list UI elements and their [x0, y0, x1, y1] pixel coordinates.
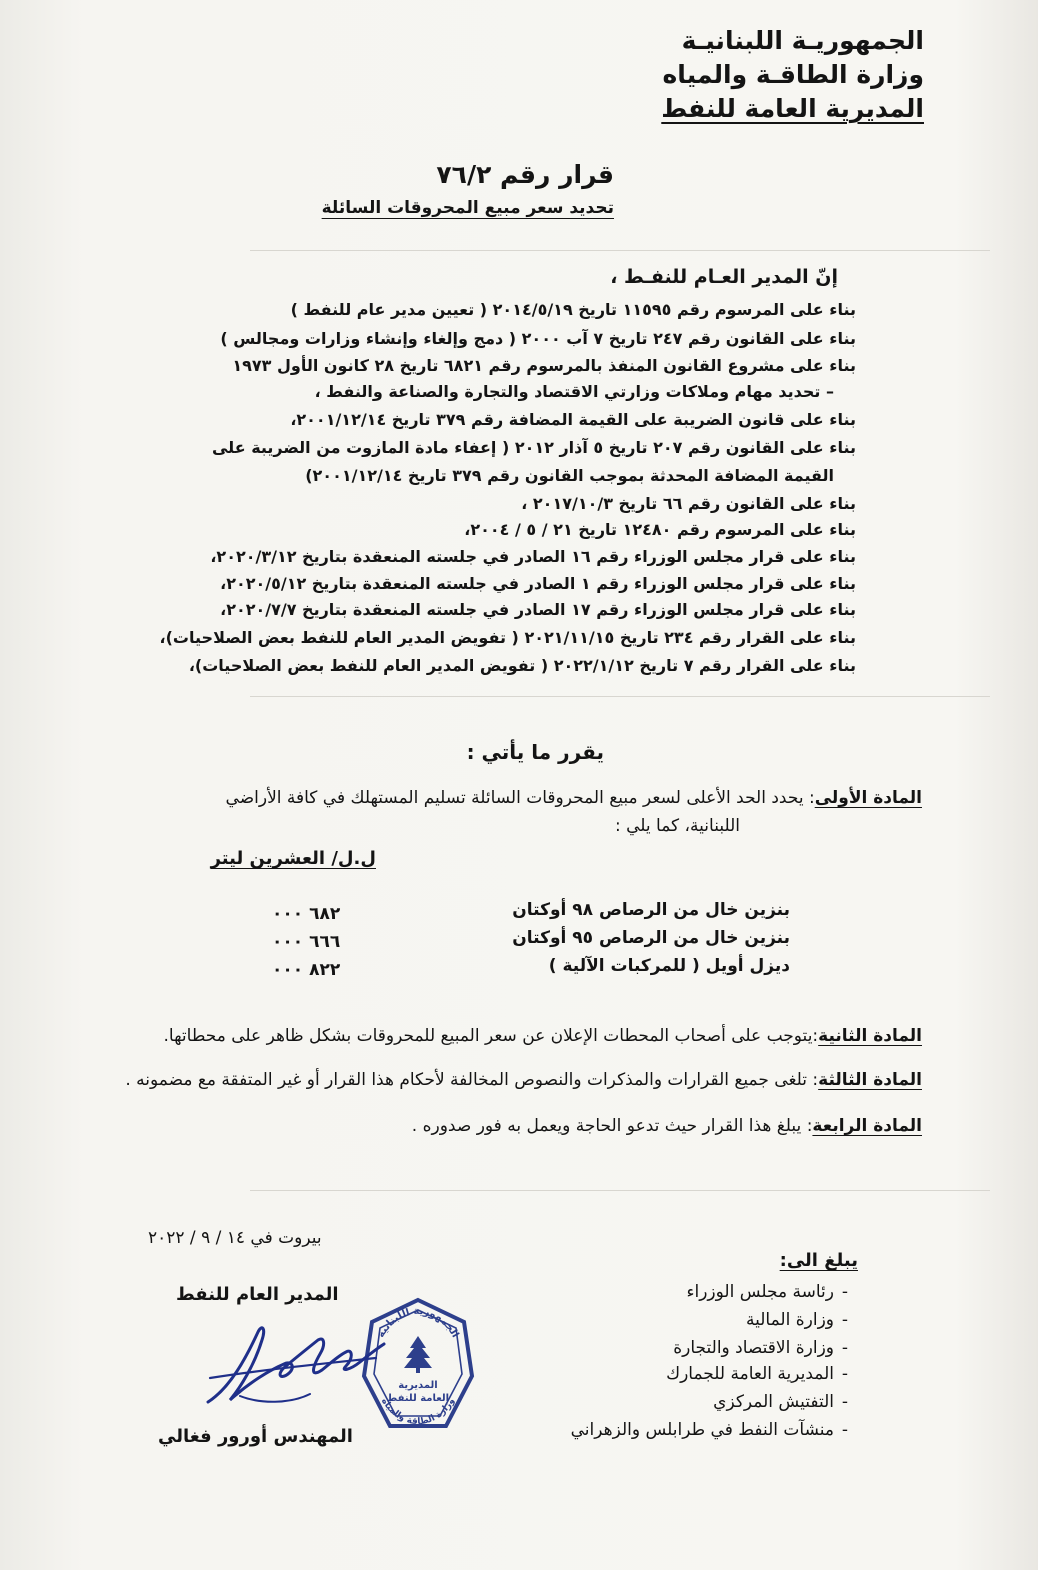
fuel-name: بنزين خال من الرصاص ٩٥ أوكتان [512, 928, 790, 948]
article-4-label: المادة الرابعة [812, 1116, 922, 1136]
svg-text:الجمهورية اللبنانية: الجمهورية اللبنانية [375, 1305, 461, 1340]
svg-text:المديرية: المديرية [398, 1380, 438, 1391]
article-3 [125, 1070, 922, 1090]
signatory-title: المدير العام للنفط [176, 1284, 339, 1305]
distribution-item: -منشآت النفط في طرابلس والزهراني [570, 1420, 849, 1440]
preamble-line: بناء على مشروع القانون المنفذ بالمرسوم رقم ٦٨٢١ تاريخ ٢٨ كانون الأول ١٩٧٣ [232, 356, 856, 375]
faint-rule [250, 696, 990, 697]
decision-subject: تحديد سعر مبيع المحروقات السائلة [321, 198, 614, 218]
signatory-name: المهندس أورور فغالي [158, 1426, 353, 1447]
article-1-text: : يحدد الحد الأعلى لسعر مبيع المحروقات السائلة تسليم المستهلك في كافة الأراضي [225, 788, 815, 808]
article-3-label: المادة الثالثة [818, 1070, 922, 1090]
distribution-item: -وزارة المالية [746, 1310, 849, 1330]
price-unit: ل.ل/ العشرين ليتر [210, 848, 376, 869]
issue-date: بيروت في ١٤ / ٩ / ٢٠٢٢ [148, 1228, 322, 1248]
article-4-text: : يبلغ هذا القرار حيث تدعو الحاجة ويعمل به فور صدوره . [411, 1116, 813, 1136]
faint-rule [250, 250, 990, 251]
preamble-line: القيمة المضافة المحدثة بموجب القانون رقم ٣٧٩ تاريخ ٢٠٠١/١٢/١٤) [305, 466, 834, 485]
fuel-price: ٦٨٢ ٠٠٠ [272, 904, 341, 924]
article-2-text: :يتوجب على أصحاب المحطات الإعلان عن سعر المبيع للمحروقات بشكل ظاهر على محطاتها. [163, 1026, 819, 1046]
preamble-line: بناء على القانون رقم ٢٤٧ تاريخ ٧ آب ٢٠٠٠ ( دمج وإلغاء وإنشاء وزارات ومجالس ) [220, 329, 856, 348]
decision-number: قرار رقم ٧٦/٢ [436, 160, 614, 189]
distribution-heading: يبلغ الى: [779, 1250, 858, 1271]
preamble-heading: إنّ المدير العـام للنفـط ، [610, 266, 838, 288]
decides-heading: يقرر ما يأتي : [466, 740, 604, 764]
distribution-item: -المديرية العامة للجمارك [666, 1364, 849, 1384]
handwritten-signature [200, 1318, 390, 1414]
distribution-item: -وزارة الاقتصاد والتجارة [673, 1338, 849, 1358]
preamble-line: بناء على القانون رقم ٦٦ تاريخ ٢٠١٧/١٠/٣ ، [521, 494, 856, 513]
preamble-line: بناء على القرار رقم ٢٣٤ تاريخ ٢٠٢١/١١/١٥ ( تفويض المدير العام للنفط بعض الصلاحيات)، [159, 628, 856, 647]
letterhead-ministry: وزارة الطاقـة والمياه [662, 60, 924, 89]
letterhead-directorate: المديرية العامة للنفط [661, 94, 924, 123]
article-2 [163, 1026, 922, 1046]
article-2-label: المادة الثانية [818, 1026, 922, 1046]
preamble-line: بناء على قانون الضريبة على القيمة المضافة رقم ٣٧٩ تاريخ ٢٠٠١/١٢/١٤، [290, 410, 856, 429]
article-1 [226, 788, 922, 808]
preamble-line: – تحديد مهام وملاكات وزارتي الاقتصاد والتجارة والصناعة والنفط ، [314, 382, 834, 401]
preamble-line: بناء على القانون رقم ٢٠٧ تاريخ ٥ آذار ٢٠١٢ ( إعفاء مادة المازوت من الضريبة على [211, 438, 856, 457]
preamble-line: بناء على المرسوم رقم ١١٥٩٥ تاريخ ٢٠١٤/٥/١٩ ( تعيين مدير عام للنفط ) [290, 300, 856, 319]
distribution-item: -رئاسة مجلس الوزراء [686, 1282, 849, 1302]
article-1-continuation: اللبنانية، كما يلي : [614, 816, 740, 836]
preamble-line: بناء على قرار مجلس الوزراء رقم ١ الصادر في جلسته المنعقدة بتاريخ ٢٠٢٠/٥/١٢، [220, 574, 856, 593]
fuel-price: ٨٢٢ ٠٠٠ [272, 960, 341, 980]
fuel-price: ٦٦٦ ٠٠٠ [272, 932, 341, 952]
distribution-item: -التفتيش المركزي [713, 1392, 849, 1412]
letterhead [661, 24, 924, 126]
preamble-line: بناء على القرار رقم ٧ تاريخ ٢٠٢٢/١/١٢ ( تفويض المدير العام للنفط بعض الصلاحيات)، [188, 656, 856, 675]
article-1-label: المادة الأولى [814, 788, 922, 808]
svg-text:وزارة الطاقة والمياه: وزارة الطاقة والمياه [378, 1396, 458, 1428]
article-3-text: : تلغى جميع القرارات والمذكرات والنصوص المخالفة لأحكام هذا القرار أو غير المتفقة مع مضمونه . [125, 1070, 819, 1090]
letterhead-republic: الجمهوريـة اللبنانيـة [681, 26, 924, 55]
faint-rule [250, 1190, 990, 1191]
article-4 [412, 1116, 922, 1136]
fuel-name: بنزين خال من الرصاص ٩٨ أوكتان [512, 900, 790, 920]
cedar-icon [404, 1336, 432, 1368]
preamble-line: بناء على قرار مجلس الوزراء رقم ١٧ الصادر في جلسته المنعقدة بتاريخ ٢٠٢٠/٧/٧، [220, 600, 856, 619]
preamble-line: بناء على المرسوم رقم ١٢٤٨٠ تاريخ ٢١ / ٥ / ٢٠٠٤، [464, 520, 856, 539]
svg-text:العامة للنفط: العامة للنفط [386, 1393, 450, 1404]
fuel-name: ديزل أويل ( للمركبات الآلية ) [548, 956, 790, 976]
preamble-line: بناء على قرار مجلس الوزراء رقم ١٦ الصادر في جلسته المنعقدة بتاريخ ٢٠٢٠/٣/١٢، [210, 547, 856, 566]
